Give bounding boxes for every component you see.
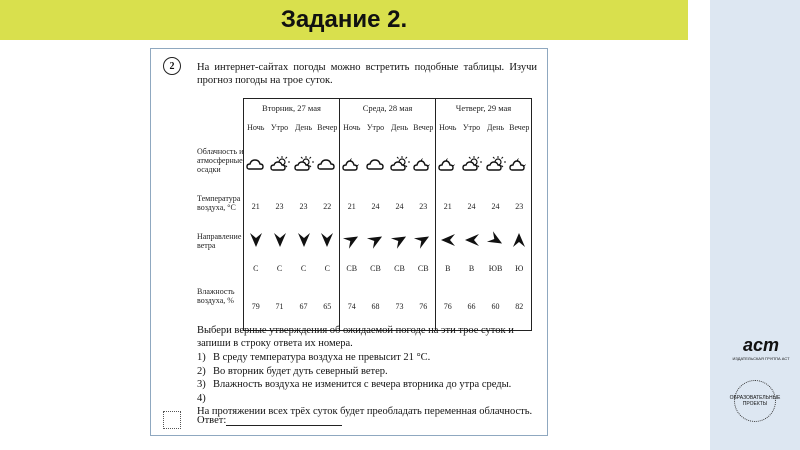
- temperature-value: 21: [340, 189, 364, 225]
- day-header: Четверг, 29 мая: [436, 99, 532, 117]
- option-text: Во вторник будет дуть северный ветер.: [213, 365, 388, 377]
- wind-arrow-icon: [268, 225, 292, 255]
- wind-arrow-icon: [364, 225, 388, 255]
- title-banner: [0, 0, 688, 40]
- humidity-value: 73: [388, 283, 412, 331]
- wind-direction: В: [468, 264, 475, 273]
- wind-arrow-icon: [244, 225, 268, 255]
- wind-arrow-icon: [460, 225, 484, 255]
- period-label: Утро: [270, 123, 289, 132]
- wind-arrow-icon: [388, 225, 412, 255]
- humidity-value: 76: [412, 283, 436, 331]
- option-text: Влажность воздуха не изменится с вечера вторника до утра среды.: [213, 379, 512, 390]
- wind-direction: С: [244, 255, 268, 283]
- temperature-value: 22: [316, 189, 340, 225]
- wind-arrow-icon: [436, 225, 460, 255]
- wind-direction: С: [276, 264, 283, 273]
- slide-title: Задание 2.: [280, 6, 408, 33]
- wind-arrow-icon: [484, 225, 508, 255]
- wind-direction: СВ: [340, 255, 364, 283]
- humidity-value: 65: [316, 283, 340, 331]
- temperature-value: 24: [371, 202, 380, 211]
- period-label: Вечер: [412, 117, 436, 139]
- humidity-value: 71: [268, 283, 292, 331]
- wind-direction: СВ: [394, 264, 405, 273]
- wind-direction: Ю: [508, 255, 532, 283]
- period-label: День: [294, 123, 313, 132]
- weather-table: [243, 98, 532, 331]
- temperature-value: 24: [395, 202, 404, 211]
- temperature-value: 24: [467, 202, 476, 211]
- humidity-value: 76: [436, 283, 460, 331]
- wind-arrow-icon: [316, 225, 340, 255]
- row-label-temp: Температура воздуха, °С: [197, 194, 241, 212]
- option-text: На протяжении всех трёх суток будет преобладать переменная облачность.: [197, 406, 533, 417]
- moon-cloud-icon: [340, 139, 364, 189]
- sun-cloud-icon: [484, 139, 508, 189]
- wind-direction: В: [436, 255, 460, 283]
- moon-cloud-icon: [508, 139, 532, 189]
- period-label: Ночь: [244, 117, 268, 139]
- sun-cloud-icon: [460, 139, 484, 189]
- temperature-value: 23: [275, 202, 284, 211]
- wind-arrow-icon: [292, 225, 316, 255]
- moon-cloud-icon: [436, 139, 460, 189]
- seal-logo: [729, 380, 781, 422]
- option-number: 2): [197, 365, 206, 377]
- humidity-value: 74: [340, 283, 364, 331]
- seal-text: ОБРАЗОВАТЕЛЬНЫЕ ПРОЕКТЫ: [729, 395, 781, 407]
- period-label: Ночь: [436, 117, 460, 139]
- ast-logo: [731, 335, 791, 361]
- option-item: [197, 378, 547, 392]
- answer-line[interactable]: [197, 415, 342, 426]
- humidity-value: 82: [508, 283, 532, 331]
- humidity-value: 68: [364, 283, 388, 331]
- task-number: 2: [163, 57, 181, 75]
- wind-arrow-icon: [508, 225, 532, 255]
- option-number: 4): [197, 392, 206, 404]
- sun-cloud-icon: [292, 139, 316, 189]
- temperature-value: 24: [491, 202, 500, 211]
- wind-arrow-icon: [340, 225, 364, 255]
- option-item: [197, 365, 547, 379]
- wind-arrow-icon: [412, 225, 436, 255]
- period-label: Вечер: [316, 117, 340, 139]
- period-label: Утро: [462, 123, 481, 132]
- humidity-value: 67: [292, 283, 316, 331]
- temperature-value: 23: [508, 189, 532, 225]
- wind-direction: СВ: [370, 264, 381, 273]
- day-header: Вторник, 27 мая: [244, 99, 340, 117]
- option-text: В среду температура воздуха не превысит 21 °С.: [213, 352, 431, 363]
- task-intro: На интернет-сайтах погоды можно встретить подобные таблицы. Изучи прогноз погоды на трое суток.: [197, 62, 537, 86]
- wind-direction: С: [300, 264, 307, 273]
- answer-label: Ответ:: [197, 415, 227, 426]
- moon-cloud-icon: [412, 139, 436, 189]
- wind-direction: С: [316, 255, 340, 283]
- humidity-value: 60: [484, 283, 508, 331]
- period-label: Вечер: [508, 117, 532, 139]
- cloud-icon: [364, 139, 388, 189]
- humidity-value: 79: [244, 283, 268, 331]
- option-item: [197, 351, 547, 365]
- logo-brand: аст: [742, 335, 780, 355]
- option-number: 3): [197, 379, 206, 390]
- option-number: 1): [197, 352, 206, 363]
- row-label-humidity: Влажность воздуха, %: [197, 287, 235, 305]
- temperature-value: 23: [412, 189, 436, 225]
- wind-direction: СВ: [412, 255, 436, 283]
- sun-cloud-icon: [268, 139, 292, 189]
- period-label: День: [390, 123, 409, 132]
- temperature-value: 21: [436, 189, 460, 225]
- period-label: Утро: [366, 123, 385, 132]
- temperature-value: 23: [299, 202, 308, 211]
- answer-box[interactable]: [163, 411, 181, 429]
- period-label: Ночь: [340, 117, 364, 139]
- cloud-icon: [316, 139, 340, 189]
- row-label-cloud: Облачность и атмосферные осадки: [197, 147, 244, 174]
- cloud-icon: [244, 139, 268, 189]
- wind-direction: ЮВ: [488, 264, 503, 273]
- sun-cloud-icon: [388, 139, 412, 189]
- task-card: [150, 48, 548, 436]
- row-label-wind: Направление ветра: [197, 232, 242, 250]
- day-header: Среда, 28 мая: [340, 99, 436, 117]
- temperature-value: 21: [244, 189, 268, 225]
- period-label: День: [486, 123, 505, 132]
- humidity-value: 66: [460, 283, 484, 331]
- logo-publisher: ИЗДАТЕЛЬСКАЯ ГРУППА АСТ: [732, 356, 790, 361]
- question: Выбери верные утверждения об ожидаемой погоде на эти трое суток и запиши в строку ответа их номера.: [197, 325, 514, 349]
- options-list: [197, 351, 547, 419]
